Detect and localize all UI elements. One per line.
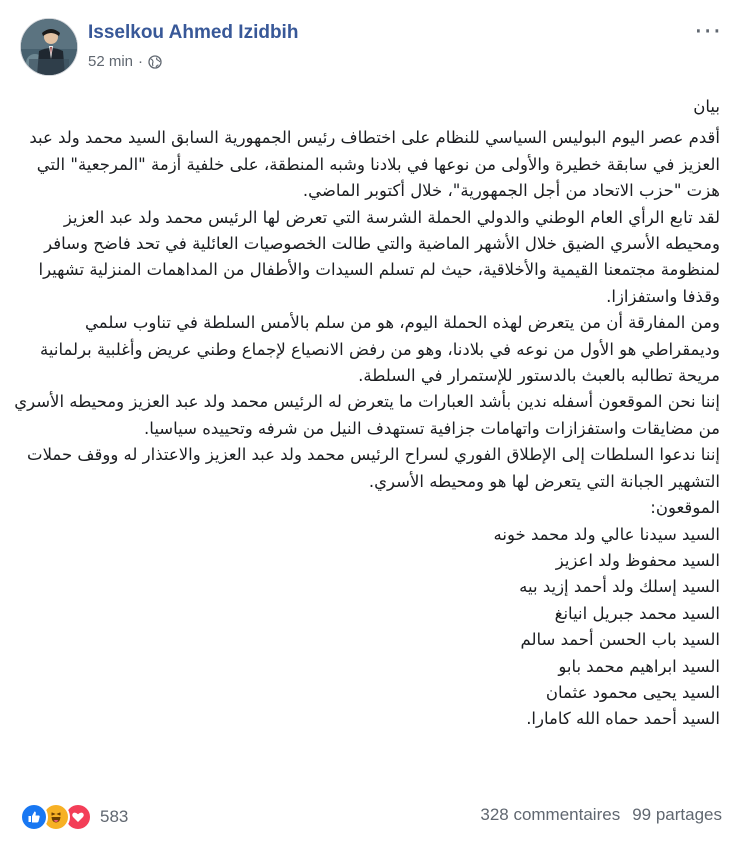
more-options-icon[interactable]: ··· <box>694 17 722 47</box>
signatory: السيد إسلك ولد أحمد إزيد بيه <box>519 577 720 597</box>
signatory: السيد محمد جبريل انيانغ <box>554 603 720 623</box>
like-icon[interactable] <box>20 803 48 831</box>
globe-icon[interactable] <box>148 55 162 69</box>
signatory: السيد أحمد حماه الله كامارا. <box>526 709 720 729</box>
signatory: السيد سيدنا عالي ولد محمد خونه <box>493 524 720 544</box>
engagement-stats <box>480 805 722 825</box>
post-paragraph: لقد تابع الرأي العام الوطني والدولي الحملة الشرسة التي تعرض لها الرئيس محمد ولد عبد العزيز ومحيطه الأسري الضيق خلال الأشهر الماضية والتي طالت الخصوصيات العائلية في تحد فاضح وسافر لمنظومة مجتمعنا القيمية والأخلاقية، حيث لم تسلم السيدات والأطفال من المداهمات المنزلية تشهيرا وقذفا واستفزازا. <box>38 207 720 306</box>
signatory: السيد ابراهيم محمد بابو <box>558 656 720 676</box>
post-time[interactable]: 52 min <box>88 53 134 70</box>
signatory: السيد محفوظ ولد اعزيز <box>555 550 720 570</box>
post-footer <box>0 795 740 839</box>
signatories-heading: الموقعون: <box>650 498 720 518</box>
post-title: بيان <box>693 97 720 116</box>
post-paragraph: أقدم عصر اليوم البوليس السياسي للنظام على اختطاف رئيس الجمهورية السابق السيد محمد ولد عبد العزيز في سابقة خطيرة والأولى من نوعها في بلادنا وشبه المنطقة، على خلفية أزمة "المرجعية" التي هزت "حزب الاتحاد من أجل الجمهورية"، خلال أكتوبر الماضي. <box>29 128 720 201</box>
post-paragraph: ومن المفارقة أن من يتعرض لهذه الحملة اليوم، هو من سلم بالأمس السلطة في تناوب سلمي وديمقراطي هو الأول من نوعه في بلادنا، وهو من رفض الانصياع لإجماع وطني عريض وأغلبية برلمانية مريحة تطالبه بالعبث بالدستور للإستمرار في السلطة. <box>40 313 720 386</box>
avatar[interactable] <box>20 18 78 76</box>
author-name[interactable]: Isselkou Ahmed Izidbih <box>88 22 299 43</box>
post-paragraph: إننا نحن الموقعون أسفله ندين بأشد العبارات ما يتعرض له الرئيس محمد ولد عبد العزيز ومحيطه الأسري من مضايقات واستفزازات واتهامات جزافية تستهدف النيل من شرفه وتحييده سياسيا. <box>14 392 720 438</box>
laughing-face-glyph <box>48 809 64 825</box>
shares-count[interactable]: 99 partages <box>632 805 722 824</box>
avatar-photo <box>21 19 77 75</box>
heart-glyph <box>71 810 85 824</box>
signatory: السيد يحيى محمود عثمان <box>545 682 720 702</box>
reaction-count[interactable]: 583 <box>100 807 129 826</box>
post-paragraph: إننا ندعوا السلطات إلى الإطلاق الفوري لسراح الرئيس محمد ولد عبد العزيز والاعتذار له ووقف حملات التشهير الجبانة التي يتعرض لها هو ومحيطه الأسري. <box>27 445 720 491</box>
signatory: السيد باب الحسن أحمد سالم <box>520 630 720 650</box>
thumbs-up-glyph <box>27 810 41 824</box>
reactions-summary[interactable] <box>20 803 128 831</box>
post-header <box>0 0 740 92</box>
post-body <box>14 92 720 733</box>
post-meta <box>88 53 162 70</box>
comments-count[interactable]: 328 commentaires <box>480 805 621 824</box>
meta-separator: · <box>138 53 144 70</box>
